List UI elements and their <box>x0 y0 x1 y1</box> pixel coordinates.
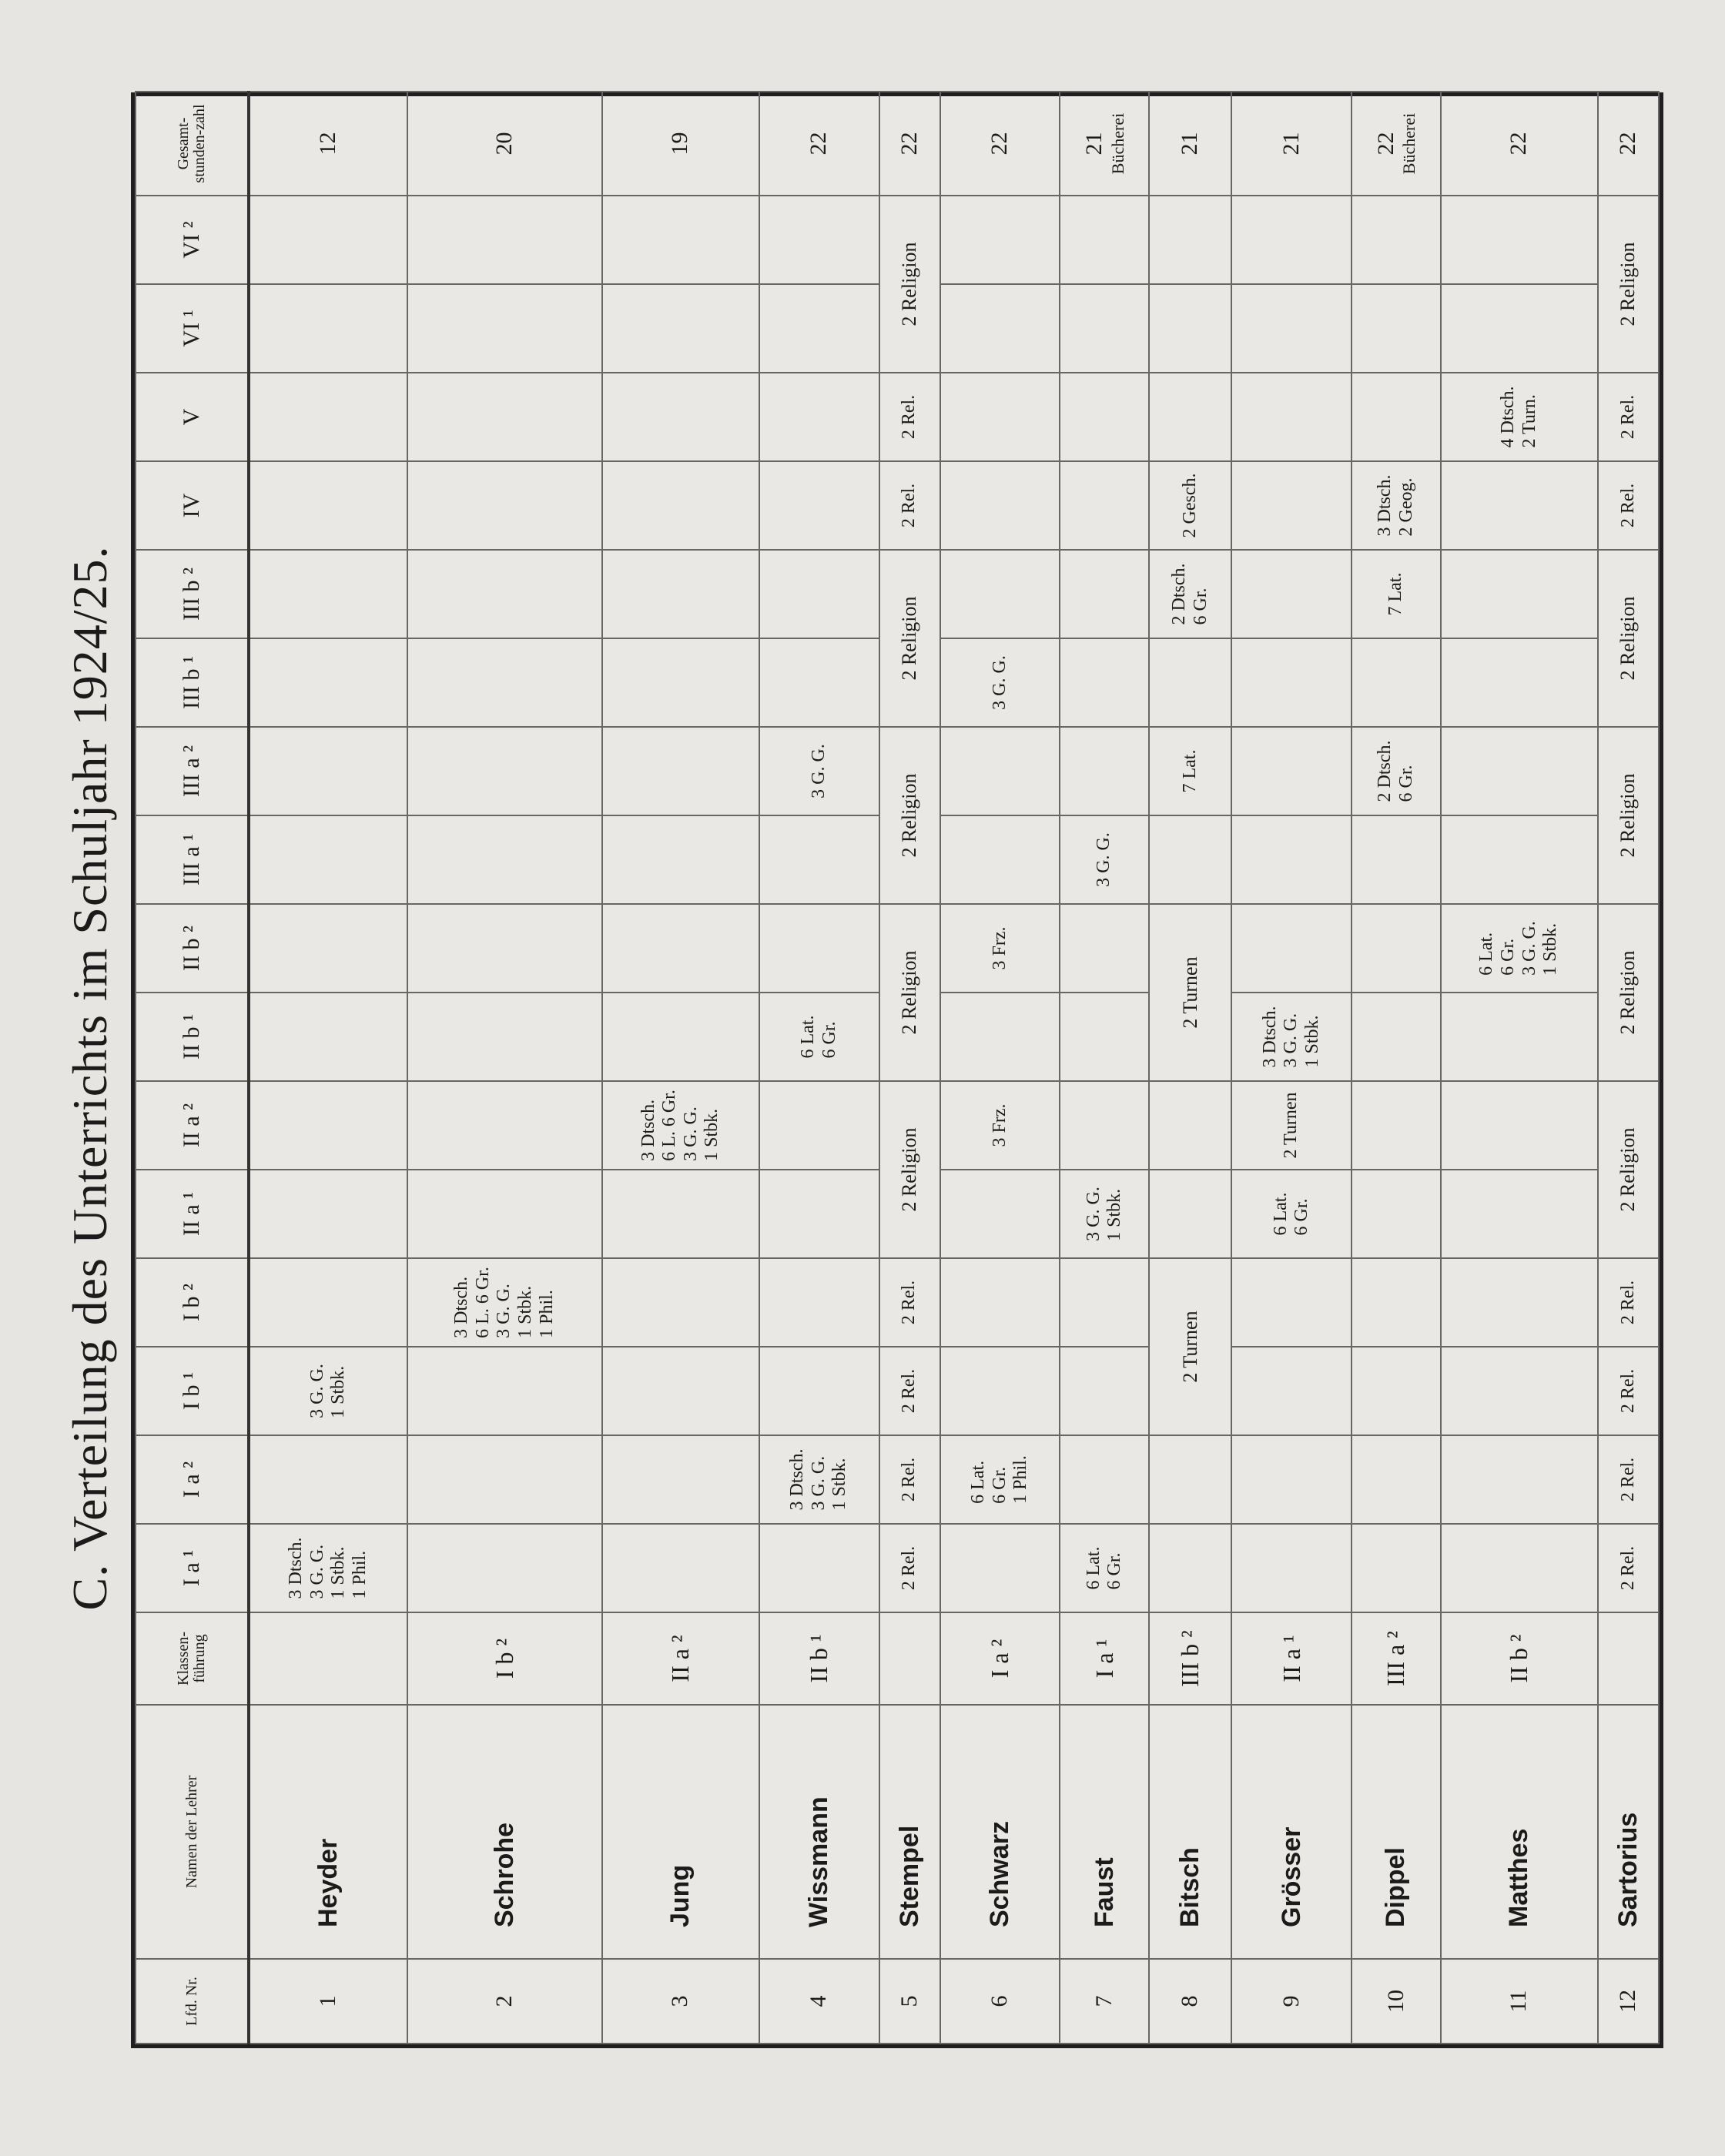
cell-iia1 <box>602 1170 759 1258</box>
header-iia1: II a ¹ <box>136 1170 249 1258</box>
cell-iia2 <box>407 1081 602 1170</box>
row-nr: 4 <box>759 1959 879 2044</box>
total-note: Bücherei <box>1399 112 1419 175</box>
cell-vi2 <box>1149 196 1231 284</box>
cell-iia1 <box>940 1170 1060 1258</box>
class-lead: II a ¹ <box>1231 1612 1352 1705</box>
cell-ib2 <box>1441 1258 1598 1347</box>
cell-iiib: 2 Religion <box>879 550 940 727</box>
class-lead: II b ² <box>1441 1612 1598 1705</box>
cell-ia1 <box>1441 1524 1598 1612</box>
cell-iiib: 2 Religion <box>1598 550 1659 727</box>
cell-iiib1 <box>1441 638 1598 727</box>
cell-iiib2: 2 Dtsch. 6 Gr. <box>1149 550 1231 638</box>
cell-ib2: 3 Dtsch. 6 L. 6 Gr. 3 G. G. 1 Stbk. 1 Phil. <box>407 1258 602 1347</box>
table-row <box>1060 92 1148 2044</box>
cell-iib: 2 Religion <box>879 904 940 1081</box>
cell-ia2: 2 Rel. <box>879 1435 940 1524</box>
cell-iiia: 2 Religion <box>1598 727 1659 904</box>
cell-iia1: 3 G. G. 1 Stbk. <box>1060 1170 1148 1258</box>
total-hours: 21 <box>1149 92 1231 196</box>
cell-vi2 <box>1231 196 1352 284</box>
total-value: 21 <box>1081 132 1107 156</box>
teacher-name: Dippel <box>1352 1705 1440 1959</box>
total-hours: 20 <box>407 92 602 196</box>
cell-v <box>940 373 1060 461</box>
cell-vi2 <box>940 196 1060 284</box>
cell-iia: 2 Religion <box>1598 1081 1659 1258</box>
header-ib1: I b ¹ <box>136 1347 249 1435</box>
cell-iiia1 <box>1352 815 1440 904</box>
total-hours: 22 <box>940 92 1060 196</box>
row-nr: 1 <box>249 1959 407 2044</box>
cell-ib1 <box>1231 1347 1352 1435</box>
cell-ia2 <box>1352 1435 1440 1524</box>
page-title: C. Verteilung des Unterrichts im Schuljahr 1924/25. <box>62 545 117 1611</box>
cell-iib1 <box>940 993 1060 1081</box>
cell-ib1 <box>1441 1347 1598 1435</box>
class-lead: I a ¹ <box>1060 1612 1148 1705</box>
cell-iia1 <box>1441 1170 1598 1258</box>
cell-ia1: 2 Rel. <box>879 1524 940 1612</box>
cell-ia2 <box>1149 1435 1231 1524</box>
cell-iiia: 2 Religion <box>879 727 940 904</box>
cell-iib2 <box>602 904 759 993</box>
cell-ib1 <box>1060 1347 1148 1435</box>
cell-v: 4 Dtsch. 2 Turn. <box>1441 373 1598 461</box>
cell-iib2 <box>1231 904 1352 993</box>
cell-ia2: 6 Lat. 6 Gr. 1 Phil. <box>940 1435 1060 1524</box>
cell-iib2 <box>1352 904 1440 993</box>
cell-iiib1 <box>249 638 407 727</box>
cell-vi2 <box>407 196 602 284</box>
cell-vi1 <box>602 284 759 373</box>
total-hours <box>1060 92 1148 196</box>
row-nr: 5 <box>879 1959 940 2044</box>
class-lead: II a ² <box>602 1612 759 1705</box>
cell-iv <box>1060 461 1148 550</box>
cell-ib2 <box>602 1258 759 1347</box>
header-iiib2: III b ² <box>136 550 249 638</box>
table-row <box>879 92 940 2044</box>
cell-iia2 <box>1441 1081 1598 1170</box>
cell-iib1 <box>1441 993 1598 1081</box>
teacher-name: Heyder <box>249 1705 407 1959</box>
header-ib2: I b ² <box>136 1258 249 1347</box>
cell-v: 2 Rel. <box>1598 373 1659 461</box>
table-row <box>1149 92 1231 2044</box>
cell-iv <box>602 461 759 550</box>
cell-iv: 2 Rel. <box>1598 461 1659 550</box>
header-klassen: Klassen-führung <box>136 1612 249 1705</box>
row-nr: 8 <box>1149 1959 1231 2044</box>
cell-iib2 <box>249 904 407 993</box>
table-row <box>1231 92 1352 2044</box>
header-v: V <box>136 373 249 461</box>
cell-ia2 <box>1231 1435 1352 1524</box>
row-nr: 12 <box>1598 1959 1659 2044</box>
cell-ib2 <box>940 1258 1060 1347</box>
cell-iiia2 <box>1441 727 1598 815</box>
cell-vi2 <box>602 196 759 284</box>
cell-iiia2: 2 Dtsch. 6 Gr. <box>1352 727 1440 815</box>
cell-v <box>249 373 407 461</box>
cell-iv <box>1441 461 1598 550</box>
cell-iia2 <box>1149 1081 1231 1170</box>
header-ia1: I a ¹ <box>136 1524 249 1612</box>
row-nr: 10 <box>1352 1959 1440 2044</box>
class-lead: II b ¹ <box>759 1612 879 1705</box>
cell-v <box>602 373 759 461</box>
row-nr: 3 <box>602 1959 759 2044</box>
teacher-name: Sartorius <box>1598 1705 1659 1959</box>
cell-iiia1 <box>407 815 602 904</box>
cell-iiib2 <box>1441 550 1598 638</box>
cell-v <box>759 373 879 461</box>
header-iiib1: III b ¹ <box>136 638 249 727</box>
cell-v <box>1060 373 1148 461</box>
cell-iv <box>1231 461 1352 550</box>
cell-iiib2 <box>602 550 759 638</box>
cell-iia1 <box>1149 1170 1231 1258</box>
cell-iia1 <box>1352 1170 1440 1258</box>
cell-iv <box>940 461 1060 550</box>
teaching-distribution-table <box>131 92 1663 2048</box>
row-nr: 11 <box>1441 1959 1598 2044</box>
cell-vi2 <box>1352 196 1440 284</box>
total-hours: 22 <box>1598 92 1659 196</box>
cell-iib: 2 Religion <box>1598 904 1659 1081</box>
cell-ia2: 2 Rel. <box>1598 1435 1659 1524</box>
class-lead: I b ² <box>407 1612 602 1705</box>
cell-vi1 <box>1231 284 1352 373</box>
cell-vi2 <box>1060 196 1148 284</box>
total-hours: 21 <box>1231 92 1352 196</box>
cell-iia2: 2 Turnen <box>1231 1081 1352 1170</box>
header-vi2: VI ² <box>136 196 249 284</box>
table-row <box>1441 92 1598 2044</box>
cell-vi1 <box>1352 284 1440 373</box>
cell-ib2 <box>1352 1258 1440 1347</box>
cell-ib1 <box>940 1347 1060 1435</box>
table-row <box>940 92 1060 2044</box>
cell-ib2: 2 Rel. <box>1598 1258 1659 1347</box>
cell-iib1 <box>407 993 602 1081</box>
cell-ia1 <box>1231 1524 1352 1612</box>
cell-iv <box>249 461 407 550</box>
teacher-name: Jung <box>602 1705 759 1959</box>
table-row <box>602 92 759 2044</box>
cell-ia1 <box>759 1524 879 1612</box>
cell-ia1 <box>1149 1524 1231 1612</box>
cell-iiia1 <box>602 815 759 904</box>
cell-ia2 <box>602 1435 759 1524</box>
row-nr: 6 <box>940 1959 1060 2044</box>
cell-iiia2 <box>940 727 1060 815</box>
cell-ia2: 3 Dtsch. 3 G. G. 1 Stbk. <box>759 1435 879 1524</box>
cell-iv: 2 Rel. <box>879 461 940 550</box>
header-iib2: II b ² <box>136 904 249 993</box>
cell-ib2 <box>1231 1258 1352 1347</box>
cell-iiia1 <box>1441 815 1598 904</box>
header-iiia2: III a ² <box>136 727 249 815</box>
teacher-name: Bitsch <box>1149 1705 1231 1959</box>
class-lead: III a ² <box>1352 1612 1440 1705</box>
teacher-name: Matthes <box>1441 1705 1598 1959</box>
cell-iib2: 3 Frz. <box>940 904 1060 993</box>
cell-ib2 <box>1060 1258 1148 1347</box>
cell-iib: 2 Turnen <box>1149 904 1231 1081</box>
cell-iiib2 <box>1060 550 1148 638</box>
table-row <box>407 92 602 2044</box>
class-lead: III b ² <box>1149 1612 1231 1705</box>
cell-iib1 <box>249 993 407 1081</box>
cell-vi1 <box>759 284 879 373</box>
table-row <box>249 92 407 2044</box>
total-hours: 22 <box>1441 92 1598 196</box>
header-vi1: VI ¹ <box>136 284 249 373</box>
total-hours: 22 <box>879 92 940 196</box>
cell-vi2 <box>1441 196 1598 284</box>
cell-v <box>1231 373 1352 461</box>
cell-iiia2 <box>1060 727 1148 815</box>
class-lead <box>249 1612 407 1705</box>
cell-iiib2 <box>1231 550 1352 638</box>
cell-ia1: 2 Rel. <box>1598 1524 1659 1612</box>
cell-iib1: 3 Dtsch. 3 G. G. 1 Stbk. <box>1231 993 1352 1081</box>
total-note: Bücherei <box>1107 112 1127 175</box>
total-hours: 12 <box>249 92 407 196</box>
cell-ia1 <box>407 1524 602 1612</box>
cell-iiib2: 7 Lat. <box>1352 550 1440 638</box>
table-row <box>1598 92 1659 2044</box>
cell-iib1 <box>1352 993 1440 1081</box>
cell-iia2 <box>759 1081 879 1170</box>
cell-iiia2 <box>1231 727 1352 815</box>
cell-iiib1 <box>1352 638 1440 727</box>
cell-ib1 <box>602 1347 759 1435</box>
teacher-name: Wissmann <box>759 1705 879 1959</box>
total-hours <box>1352 92 1440 196</box>
cell-iv: 2 Gesch. <box>1149 461 1231 550</box>
teacher-name: Faust <box>1060 1705 1148 1959</box>
cell-vi: 2 Religion <box>1598 196 1659 373</box>
cell-iiib1 <box>407 638 602 727</box>
cell-iiib1 <box>1149 638 1231 727</box>
cell-v <box>1149 373 1231 461</box>
cell-ib1: 2 Rel. <box>1598 1347 1659 1435</box>
cell-iiia2: 7 Lat. <box>1149 727 1231 815</box>
iia1-lessons: 6 Lat. 6 Gr. <box>1270 1192 1312 1236</box>
header-iia2: II a ² <box>136 1081 249 1170</box>
cell-ia1 <box>940 1524 1060 1612</box>
cell-iib2 <box>1060 904 1148 993</box>
cell-vi1 <box>940 284 1060 373</box>
header-name: Namen der Lehrer <box>136 1705 249 1959</box>
cell-iia1 <box>759 1170 879 1258</box>
cell-iiia2: 3 G. G. <box>759 727 879 815</box>
cell-iib1 <box>602 993 759 1081</box>
header-total: Gesamt-stunden-zahl <box>136 92 249 196</box>
cell-vi1 <box>1060 284 1148 373</box>
class-lead <box>1598 1612 1659 1705</box>
table-row <box>759 92 879 2044</box>
cell-ib1: 3 G. G. 1 Stbk. <box>249 1347 407 1435</box>
cell-iia1 <box>249 1170 407 1258</box>
cell-iib2 <box>759 904 879 993</box>
cell-iiia1 <box>1149 815 1231 904</box>
cell-iv <box>407 461 602 550</box>
cell-ib2 <box>759 1258 879 1347</box>
cell-iiia2 <box>602 727 759 815</box>
class-lead <box>879 1612 940 1705</box>
cell-iiia1 <box>249 815 407 904</box>
cell-iiia2 <box>249 727 407 815</box>
cell-iiib1: 3 G. G. <box>940 638 1060 727</box>
cell-ia2 <box>1441 1435 1598 1524</box>
cell-iia2: 3 Dtsch. 6 L. 6 Gr. 3 G. G. 1 Stbk. <box>602 1081 759 1170</box>
cell-iiia1: 3 G. G. <box>1060 815 1148 904</box>
total-hours: 19 <box>602 92 759 196</box>
teacher-name: Grösser <box>1231 1705 1352 1959</box>
cell-iia1 <box>1231 1170 1352 1258</box>
cell-v <box>407 373 602 461</box>
cell-iiib2 <box>759 550 879 638</box>
table-row <box>1352 92 1440 2044</box>
cell-iiib1 <box>1231 638 1352 727</box>
cell-ia1: 3 Dtsch. 3 G. G. 1 Stbk. 1 Phil. <box>249 1524 407 1612</box>
cell-iiia2 <box>407 727 602 815</box>
cell-iia2: 3 Frz. <box>940 1081 1060 1170</box>
cell-iiib2 <box>407 550 602 638</box>
cell-iiib2 <box>249 550 407 638</box>
header-ia2: I a ² <box>136 1435 249 1524</box>
cell-vi1 <box>407 284 602 373</box>
cell-ia1 <box>602 1524 759 1612</box>
cell-ib1 <box>1352 1347 1440 1435</box>
cell-iiib1 <box>602 638 759 727</box>
cell-vi1 <box>1149 284 1231 373</box>
cell-vi2 <box>249 196 407 284</box>
class-lead: I a ² <box>940 1612 1060 1705</box>
cell-iib1: 6 Lat. 6 Gr. <box>759 993 879 1081</box>
cell-ib2: 2 Rel. <box>879 1258 940 1347</box>
row-nr: 9 <box>1231 1959 1352 2044</box>
header-iib1: II b ¹ <box>136 993 249 1081</box>
cell-iib2: 6 Lat. 6 Gr. 3 G. G. 1 Stbk. <box>1441 904 1598 993</box>
cell-iia2 <box>1352 1081 1440 1170</box>
cell-iiib1 <box>1060 638 1148 727</box>
cell-ia2 <box>249 1435 407 1524</box>
header-row <box>136 92 249 2044</box>
teacher-name: Schwarz <box>940 1705 1060 1959</box>
cell-ia2 <box>1060 1435 1148 1524</box>
teacher-name: Schrohe <box>407 1705 602 1959</box>
teacher-name: Stempel <box>879 1705 940 1959</box>
cell-iiib2 <box>940 550 1060 638</box>
row-nr: 7 <box>1060 1959 1148 2044</box>
cell-iiia1 <box>759 815 879 904</box>
cell-ia2 <box>407 1435 602 1524</box>
cell-ib1 <box>759 1347 879 1435</box>
cell-iia1 <box>407 1170 602 1258</box>
cell-iiia1 <box>1231 815 1352 904</box>
total-value: 22 <box>1372 132 1398 156</box>
cell-iia2 <box>1060 1081 1148 1170</box>
cell-ia1 <box>1352 1524 1440 1612</box>
cell-iia2 <box>249 1081 407 1170</box>
cell-iiia1 <box>940 815 1060 904</box>
cell-v <box>1352 373 1440 461</box>
cell-ib2 <box>249 1258 407 1347</box>
cell-iib1 <box>1060 993 1148 1081</box>
cell-v: 2 Rel. <box>879 373 940 461</box>
cell-iiib1 <box>759 638 879 727</box>
header-iiia1: III a ¹ <box>136 815 249 904</box>
cell-vi1 <box>249 284 407 373</box>
cell-iv: 3 Dtsch. 2 Geog. <box>1352 461 1440 550</box>
total-hours: 22 <box>759 92 879 196</box>
cell-iib2 <box>407 904 602 993</box>
cell-ia1: 6 Lat. 6 Gr. <box>1060 1524 1148 1612</box>
cell-vi2 <box>759 196 879 284</box>
cell-vi1 <box>1441 284 1598 373</box>
cell-vi: 2 Religion <box>879 196 940 373</box>
cell-ib1: 2 Rel. <box>879 1347 940 1435</box>
cell-iv <box>759 461 879 550</box>
cell-ib: 2 Turnen <box>1149 1258 1231 1435</box>
row-nr: 2 <box>407 1959 602 2044</box>
header-iv: IV <box>136 461 249 550</box>
cell-iia: 2 Religion <box>879 1081 940 1258</box>
cell-ib1 <box>407 1347 602 1435</box>
header-nr: Lfd. Nr. <box>136 1959 249 2044</box>
